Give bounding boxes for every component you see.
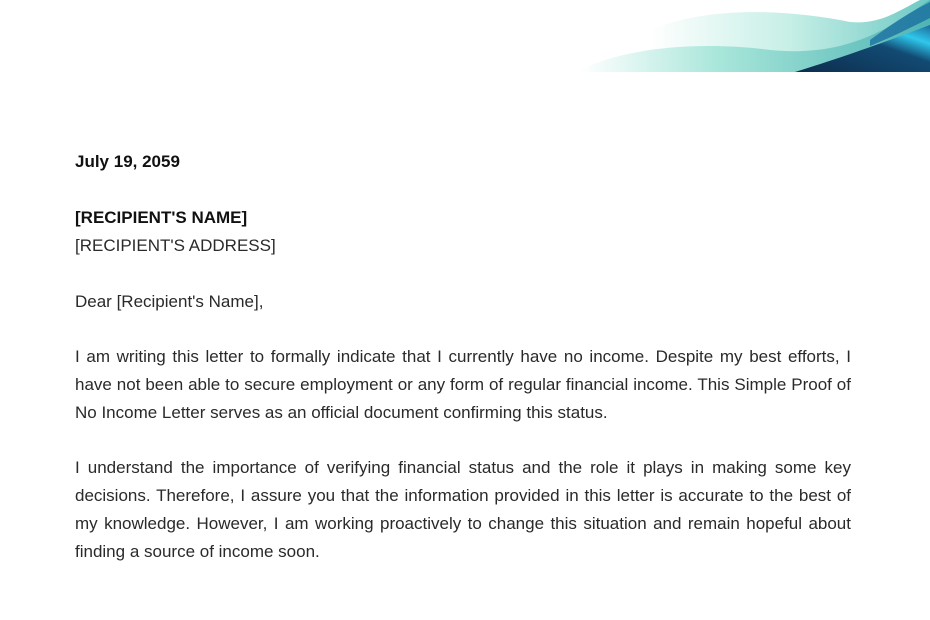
letter-body	[75, 148, 851, 593]
letter-date: July 19, 2059	[75, 152, 180, 171]
paragraph-1: I am writing this letter to formally indicate that I currently have no income. Despite my best efforts, I have not been able to secure employment or any form of regular financial income. This Simple Proof of No Income Letter serves as an official document confirming this status.	[75, 347, 851, 422]
recipient-name: [RECIPIENT'S NAME]	[75, 208, 248, 227]
paragraph-2: I understand the importance of verifying financial status and the role it plays in making some key decisions. Therefore, I assure you that the information provided in this letter is accurate to the best of my knowledge. However, I am working proactively to change this situation and remain hopeful about finding a source of income soon.	[75, 458, 851, 561]
recipient-address: [RECIPIENT'S ADDRESS]	[75, 236, 276, 255]
greeting: Dear [Recipient's Name],	[75, 292, 264, 311]
header-wave-decoration	[570, 0, 930, 72]
